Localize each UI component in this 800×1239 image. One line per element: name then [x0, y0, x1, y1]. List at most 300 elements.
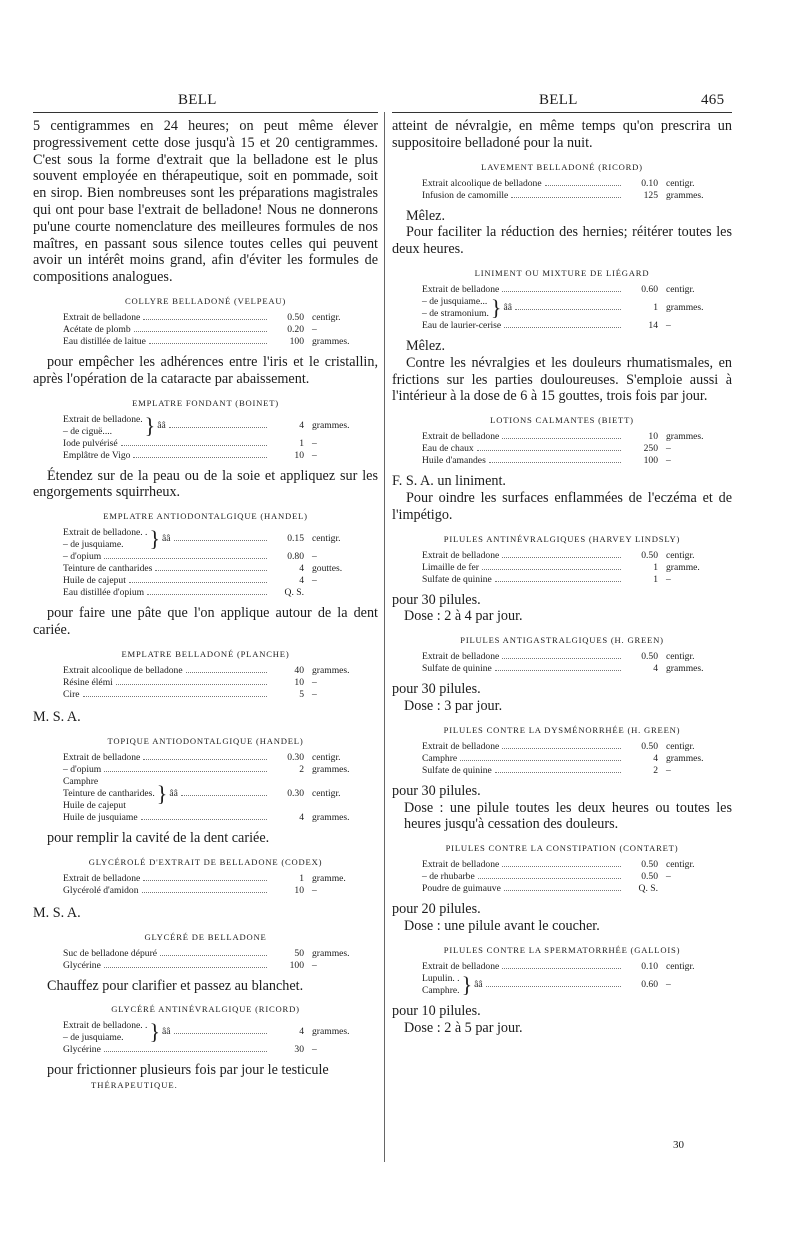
ingredient-line [422, 961, 718, 973]
ingredient-quantity: 4 [653, 663, 658, 675]
ingredient-name: Extrait de belladone. [63, 413, 143, 425]
ingredient-line [63, 336, 364, 348]
ingredient-name: Acétate de plomb [63, 323, 131, 335]
dot-leader [186, 672, 267, 673]
ingredient-name: Glycérolé d'amidon [63, 884, 139, 896]
ingredient-line [63, 1044, 364, 1056]
ingredient-quantity: 1 [653, 573, 658, 585]
ingredient-line [422, 753, 718, 765]
ingredient-unit: – [312, 959, 317, 971]
recipe-title: EMPLATRE BELLADONÉ (PLANCHE) [121, 648, 290, 659]
ingredient-name: Teinture de cantharides. [63, 787, 155, 799]
ingredient-line [422, 741, 718, 753]
ingredient-name: Extrait de belladone [422, 431, 500, 443]
usage-text: Pour faciliter la réduction des hernies; réitérer toutes les deux heures. [392, 224, 732, 258]
ingredient-line [63, 764, 364, 776]
ingredient-line [63, 873, 364, 885]
ingredient-unit: – [666, 455, 671, 467]
ingredient-quantity: 0.60 [641, 978, 658, 990]
brace: } [149, 526, 161, 552]
ingredient-quantity: 10 [294, 449, 304, 461]
melez-text: Mêlez. [406, 207, 445, 224]
ms-abbreviation: M. S. A. [33, 708, 81, 725]
ingredient-name: – de jusquiame. [63, 539, 124, 551]
ingredient-name: Extrait de belladone [422, 740, 500, 752]
usage-text: Contre les névralgies et les douleurs rhumatismales, en frictions sur les parties douloureuses. S'emploie aussi à l'intérieur à la dose de 6 à 15 gouttes, trois fois par jour. [392, 354, 732, 405]
ingredient-name: Extrait de belladone. . [63, 1020, 148, 1032]
ingredient-unit: gramme. [312, 872, 346, 884]
ingredient-quantity: 0.10 [641, 960, 658, 972]
ingredient-name: Eau de laurier-cerise [422, 319, 502, 331]
ingredient-line [422, 550, 718, 562]
ingredient-quantity: 4 [299, 1026, 304, 1038]
dot-leader [104, 1051, 267, 1052]
dot-leader [155, 570, 267, 571]
ingredient-unit: – [666, 764, 671, 776]
dot-leader [502, 748, 621, 749]
ingredient-name: Huile de jusquiame [63, 811, 138, 823]
dot-leader [104, 771, 267, 772]
ingredient-quantity: 5 [299, 688, 304, 700]
pill-count: pour 30 pilules. [392, 681, 481, 698]
ingredient-quantity: 1 [299, 872, 304, 884]
ingredient-quantity: 14 [648, 319, 658, 331]
recipe-title: PILULES ANTINÉVRALGIQUES (HARVEY LINDSLY) [443, 533, 681, 544]
ingredient-name: Extrait de belladone [422, 960, 500, 972]
dot-leader [504, 890, 621, 891]
brace: } [149, 1019, 161, 1045]
ingredient-line [63, 885, 364, 897]
ingredient-quantity: 0.15 [287, 533, 304, 545]
signature-mark: 30 [673, 1139, 684, 1151]
brace: } [156, 780, 168, 806]
left-column [33, 118, 378, 1090]
ingredient-line [422, 883, 718, 895]
ingredient-name: Eau de chaux [422, 443, 474, 455]
ingredient-name: – de jusquiame... [422, 295, 488, 307]
ingredient-unit: centigr. [666, 549, 695, 561]
ingredient-line [422, 190, 718, 202]
page-number: 465 [701, 92, 725, 108]
ingredient-line [63, 689, 364, 701]
ingredient-line [422, 859, 718, 871]
dot-leader [502, 438, 621, 439]
ingredient-line [422, 651, 718, 663]
dot-leader [141, 819, 267, 820]
ingredient-line [422, 455, 718, 467]
ingredient-quantity: 125 [643, 189, 658, 201]
ingredient-name: Extrait alcoolique de belladone [63, 664, 183, 676]
dose-text: Dose : une pilule avant le coucher. [404, 917, 600, 934]
usage-text: pour frictionner plusieurs fois par jour le testicule [47, 1062, 329, 1079]
ingredient-name: Camphre [63, 775, 99, 787]
ingredient-quantity: 50 [294, 947, 304, 959]
ingredient-name: – d'opium [63, 551, 102, 563]
dot-leader [147, 594, 267, 595]
right-column [392, 118, 732, 1036]
ingredient-line [422, 562, 718, 574]
ingredient-quantity: 0.50 [641, 651, 658, 663]
ingredient-name: Extrait de belladone [63, 751, 141, 763]
recipe-title: PILULES CONTRE LA DYSMÉNORRHÉE (H. GREEN) [443, 724, 681, 735]
ingredient-name: Extrait de belladone [422, 283, 500, 295]
dot-leader [116, 684, 267, 685]
ingredient-name: Teinture de cantharides [63, 563, 153, 575]
ingredient-unit: – [312, 688, 317, 700]
ingredient-unit: – [312, 449, 317, 461]
ingredient-name: Lupulin. . [422, 972, 460, 984]
ingredient-quantity: 1 [653, 561, 658, 573]
ingredient-name: Poudre de guimauve [422, 883, 501, 895]
pill-count: pour 30 pilules. [392, 591, 481, 608]
ingredient-name: Extrait de belladone [63, 311, 141, 323]
dot-leader [83, 696, 267, 697]
ingredient-unit: grammes. [312, 811, 350, 823]
usage-text: Étendez sur de la peau ou de la soie et appliquez sur les engorgements squirrheux. [33, 467, 378, 501]
ingredient-line [422, 443, 718, 455]
recipe-title: GLYCÉRÉ DE BELLADONE [144, 931, 267, 942]
ingredient-quantity: 30 [294, 1044, 304, 1056]
ingredient-quantity: 0.50 [641, 549, 658, 561]
ingredient-name: Sulfate de quinine [422, 573, 492, 585]
ingredient-unit: gramme. [666, 561, 700, 573]
recipe-pilules-green-gastralgie [422, 651, 718, 675]
dot-leader [502, 658, 621, 659]
recipe-pilules-contaret [422, 859, 718, 895]
usage-text: pour empêcher les adhérences entre l'iris et le cristallin, après l'opération de la cataracte par abaissement. [33, 353, 378, 387]
ingredient-quantity: 0.30 [287, 787, 304, 799]
ana-partes-aequales: ââ [169, 787, 178, 799]
recipe-emplatre-belladone [63, 665, 364, 701]
ingredient-quantity: 40 [294, 664, 304, 676]
dose-text: Dose : 2 à 4 par jour. [404, 608, 523, 625]
column-divider [384, 112, 385, 1162]
ingredient-quantity: 1 [299, 437, 304, 449]
dot-leader [511, 197, 621, 198]
recipe-title: LOTIONS CALMANTES (BIETT) [490, 415, 634, 426]
ingredient-line [422, 663, 718, 675]
brace: } [490, 294, 502, 320]
dot-leader [504, 327, 621, 328]
ingredient-group [63, 527, 364, 551]
ingredient-line [63, 587, 364, 599]
ingredient-name: Camphre. [422, 984, 460, 996]
ingredient-unit: – [666, 443, 671, 455]
ingredient-name: Glycérine [63, 1044, 101, 1056]
ingredient-name: Camphre [422, 752, 458, 764]
recipe-title: EMPLATRE FONDANT (BOINET) [132, 397, 279, 408]
ana-partes-aequales: ââ [474, 978, 483, 990]
ingredient-unit: grammes. [666, 663, 704, 675]
ingredient-quantity: 0.30 [287, 751, 304, 763]
ingredient-line [63, 312, 364, 324]
ingredient-line [422, 178, 718, 190]
ingredient-quantity: 4 [299, 563, 304, 575]
ingredient-quantity: 100 [289, 959, 304, 971]
recipe-topique [63, 752, 364, 824]
left-running-title: BELL [178, 92, 217, 108]
ingredient-quantity: 0.50 [641, 859, 658, 871]
dot-leader [104, 558, 267, 559]
ingredient-unit: centigr. [666, 177, 695, 189]
ingredient-name: Huile de cajeput [63, 575, 126, 587]
recipe-pilules-gallois [422, 961, 718, 997]
ingredient-line [63, 438, 364, 450]
ingredient-quantity: 0.20 [287, 323, 304, 335]
ingredient-name: Emplâtre de Vigo [63, 449, 131, 461]
ingredient-unit: centigr. [666, 651, 695, 663]
ingredient-quantity: 0.80 [287, 551, 304, 563]
ingredient-name: Infusion de camomille [422, 189, 509, 201]
ana-partes-aequales: ââ [503, 301, 512, 313]
ingredient-name: – de ciguë.... [63, 425, 113, 437]
right-header-rule [392, 112, 732, 113]
ingredient-name: – de rhubarbe [422, 871, 475, 883]
ingredient-group [63, 414, 364, 438]
dot-leader [169, 427, 267, 428]
recipe-emplatre-antiodontalgique [63, 527, 364, 599]
ingredient-name: Limaille de fer [422, 561, 480, 573]
ingredient-unit: centigr. [312, 311, 341, 323]
dot-leader [502, 968, 621, 969]
ingredient-line [63, 551, 364, 563]
ingredient-name: Suc de belladone dépuré [63, 947, 158, 959]
ingredient-line [63, 575, 364, 587]
recipe-pilules-green-dysmenorrhee [422, 741, 718, 777]
recipe-glycere-antinevralgique [63, 1020, 364, 1056]
ingredient-name: Glycérine [63, 959, 101, 971]
ingredient-quantity: 4 [653, 752, 658, 764]
ingredient-line [422, 574, 718, 586]
recipe-collyre [63, 312, 364, 348]
ingredient-quantity: 0.50 [641, 740, 658, 752]
ingredient-line [63, 324, 364, 336]
fsa-text: F. S. A. un liniment. [392, 473, 506, 490]
usage-text: Chauffez pour clarifier et passez au blanchet. [47, 977, 304, 994]
ingredient-name: Résine élémi [63, 676, 113, 688]
recipe-glycere [63, 948, 364, 972]
ingredient-unit: grammes. [312, 664, 350, 676]
ingredient-unit: grammes. [312, 947, 350, 959]
dot-leader [502, 291, 621, 292]
recipe-title: PILULES ANTIGASTRALGIQUES (H. GREEN) [460, 635, 664, 646]
ingredient-unit: grammes. [312, 1026, 350, 1038]
intro-paragraph: atteint de névralgie, en même temps qu'on prescrira un suppositoire belladoné pour la nuit. [392, 118, 732, 151]
ingredient-line [63, 677, 364, 689]
footer-catchword: THÉRAPEUTIQUE. [91, 1080, 178, 1091]
ingredient-group [422, 973, 718, 997]
ingredient-name: Cire [63, 688, 80, 700]
ingredient-unit: – [666, 573, 671, 585]
dot-leader [174, 1033, 267, 1034]
dot-leader [495, 772, 621, 773]
ingredient-quantity: 0.50 [287, 311, 304, 323]
left-header-rule [33, 112, 378, 113]
ingredient-quantity: 0.50 [641, 871, 658, 883]
ingredient-name: Sulfate de quinine [422, 764, 492, 776]
ingredient-line [63, 450, 364, 462]
ingredient-unit: centigr. [666, 859, 695, 871]
recipe-glycerole [63, 873, 364, 897]
ingredient-unit: – [666, 319, 671, 331]
ingredient-line [63, 960, 364, 972]
ingredient-name: Extrait de belladone. . [63, 527, 148, 539]
dot-leader [477, 450, 621, 451]
ingredient-quantity: Q. S. [638, 883, 658, 895]
right-running-title: BELL [539, 92, 578, 108]
dot-leader [181, 795, 267, 796]
recipe-title: LINIMENT OU MIXTURE DE LIÉGARD [474, 267, 650, 278]
ingredient-quantity: 250 [643, 443, 658, 455]
dot-leader [143, 759, 267, 760]
ingredient-group [422, 296, 718, 320]
ingredient-quantity: 100 [643, 455, 658, 467]
dot-leader [502, 866, 621, 867]
ingredient-quantity: 10 [294, 884, 304, 896]
ingredient-quantity: 2 [299, 763, 304, 775]
ingredient-line [422, 765, 718, 777]
dose-text: Dose : une pilule toutes les deux heures ou toutes les heures jusqu'à cessation des douleurs. [404, 799, 732, 833]
dot-leader [174, 540, 267, 541]
dot-leader [515, 309, 621, 310]
dose-text: Dose : 2 à 5 par jour. [404, 1019, 523, 1036]
recipe-emplatre-fondant [63, 414, 364, 462]
ingredient-quantity: 4 [299, 811, 304, 823]
recipe-title: GLYCÉROLÉ D'EXTRAIT DE BELLADONE (CODEX) [88, 856, 323, 867]
ana-partes-aequales: ââ [157, 419, 166, 431]
ingredient-quantity: 1 [653, 301, 658, 313]
ana-partes-aequales: ââ [162, 533, 171, 545]
ingredient-line [422, 431, 718, 443]
ingredient-name: Iode pulvérisé [63, 437, 118, 449]
dot-leader [143, 880, 267, 881]
ingredient-unit: – [312, 323, 317, 335]
ingredient-line [63, 665, 364, 677]
recipe-liniment [422, 284, 718, 332]
ingredient-name: – d'opium [63, 763, 102, 775]
pill-count: pour 30 pilules. [392, 782, 481, 799]
recipe-lotions [422, 431, 718, 467]
ingredient-unit: grammes. [312, 419, 350, 431]
ingredient-unit: – [666, 871, 671, 883]
ingredient-line [63, 948, 364, 960]
dot-leader [160, 955, 267, 956]
ingredient-quantity: 10 [294, 676, 304, 688]
recipe-title: GLYCÉRÉ ANTINÉVRALGIQUE (RICORD) [111, 1004, 300, 1015]
ingredient-unit: – [312, 437, 317, 449]
pill-count: pour 10 pilules. [392, 1002, 481, 1019]
intro-paragraph: 5 centigrammes en 24 heures; on peut même élever progressivement cette dose jusqu'à 15 et 20 centigrammes. C'est sous la forme d'extrait que la belladone est le plus souvent employée en thérapeutique, soit en pommade, soit en sirop. Bien nombreuses sont les préparations magistrales qui ont pour base l'extrait de belladone! Nous ne donnerons pu'une courte nomenclature des meilleures formules de nos maîtres, en passant sous silence toutes celles qui peuvent avoir un intérêt moins grand, afin d'éviter les formules de compositions analogues. [33, 118, 378, 286]
ingredient-unit: grammes. [312, 335, 350, 347]
ingredient-unit: grammes. [312, 763, 350, 775]
dot-leader [460, 760, 621, 761]
usage-text: pour remplir la cavité de la dent cariée. [47, 829, 270, 846]
dot-leader [143, 319, 267, 320]
recipe-title: PILULES CONTRE LA CONSTIPATION (CONTARET) [445, 843, 679, 854]
ingredient-name: – de jusquiame. [63, 1032, 124, 1044]
ingredient-unit: – [312, 575, 317, 587]
dot-leader [134, 331, 267, 332]
dot-leader [489, 462, 621, 463]
ms-abbreviation: M. S. A. [33, 904, 81, 921]
ingredient-quantity: 0.60 [641, 283, 658, 295]
ingredient-line [63, 752, 364, 764]
ingredient-name: Eau distillée de laitue [63, 335, 146, 347]
ingredient-name: Sulfate de quinine [422, 663, 492, 675]
usage-text: pour faire une pâte que l'on applique autour de la dent cariée. [33, 605, 378, 638]
ingredient-name: – de stramonium. [422, 307, 489, 319]
dot-leader [133, 457, 267, 458]
ingredient-unit: – [312, 1044, 317, 1056]
melez-text: Mêlez. [406, 337, 445, 354]
dose-text: Dose : 3 par jour. [404, 697, 503, 714]
ingredient-quantity: 0.10 [641, 177, 658, 189]
dot-leader [478, 878, 621, 879]
ingredient-line [63, 563, 364, 575]
ingredient-unit: centigr. [312, 533, 341, 545]
ingredient-quantity: 2 [653, 764, 658, 776]
ingredient-line [422, 320, 718, 332]
dot-leader [104, 967, 267, 968]
brace: } [144, 412, 156, 438]
ingredient-quantity: 10 [648, 431, 658, 443]
dot-leader [482, 569, 621, 570]
dot-leader [495, 670, 621, 671]
ingredient-name: Extrait de belladone [422, 549, 500, 561]
ingredient-name: Extrait de belladone [422, 859, 500, 871]
ingredient-name: Extrait alcoolique de belladone [422, 177, 542, 189]
ingredient-group [63, 776, 364, 812]
dot-leader [121, 445, 267, 446]
dot-leader [545, 185, 621, 186]
pill-count: pour 20 pilules. [392, 901, 481, 918]
ingredient-unit: grammes. [666, 752, 704, 764]
ingredient-quantity: Q. S. [284, 587, 304, 599]
dot-leader [502, 557, 621, 558]
ingredient-name: Huile d'amandes [422, 455, 486, 467]
ingredient-quantity: 4 [299, 575, 304, 587]
recipe-title: TOPIQUE ANTIODONTALGIQUE (HANDEL) [107, 735, 304, 746]
ingredient-unit: gouttes. [312, 563, 343, 575]
recipe-pilules-lindsly [422, 550, 718, 586]
dot-leader [149, 343, 267, 344]
ingredient-unit: centigr. [666, 283, 695, 295]
ingredient-quantity: 4 [299, 419, 304, 431]
ingredient-line [422, 871, 718, 883]
ingredient-line [63, 812, 364, 824]
ingredient-unit: grammes. [666, 431, 704, 443]
ingredient-unit: centigr. [666, 960, 695, 972]
ingredient-name: Extrait de belladone [422, 651, 500, 663]
ingredient-unit: centigr. [312, 751, 341, 763]
brace: } [461, 971, 473, 997]
recipe-title: LAVEMENT BELLADONÉ (RICORD) [481, 161, 643, 172]
ingredient-name: Huile de cajeput [63, 799, 126, 811]
ingredient-name: Eau distillée d'opium [63, 587, 145, 599]
ingredient-unit: – [312, 884, 317, 896]
recipe-title: EMPLATRE ANTIODONTALGIQUE (HANDEL) [103, 511, 308, 522]
dot-leader [495, 581, 621, 582]
ingredient-unit: – [312, 676, 317, 688]
ingredient-unit: grammes. [666, 301, 704, 313]
ingredient-unit: – [312, 551, 317, 563]
ingredient-group [63, 1020, 364, 1044]
dot-leader [142, 892, 267, 893]
ana-partes-aequales: ââ [162, 1026, 171, 1038]
ingredient-unit: grammes. [666, 189, 704, 201]
ingredient-quantity: 100 [289, 335, 304, 347]
usage-text: Pour oindre les surfaces enflammées de l'eczéma et de l'impétigo. [392, 489, 732, 523]
